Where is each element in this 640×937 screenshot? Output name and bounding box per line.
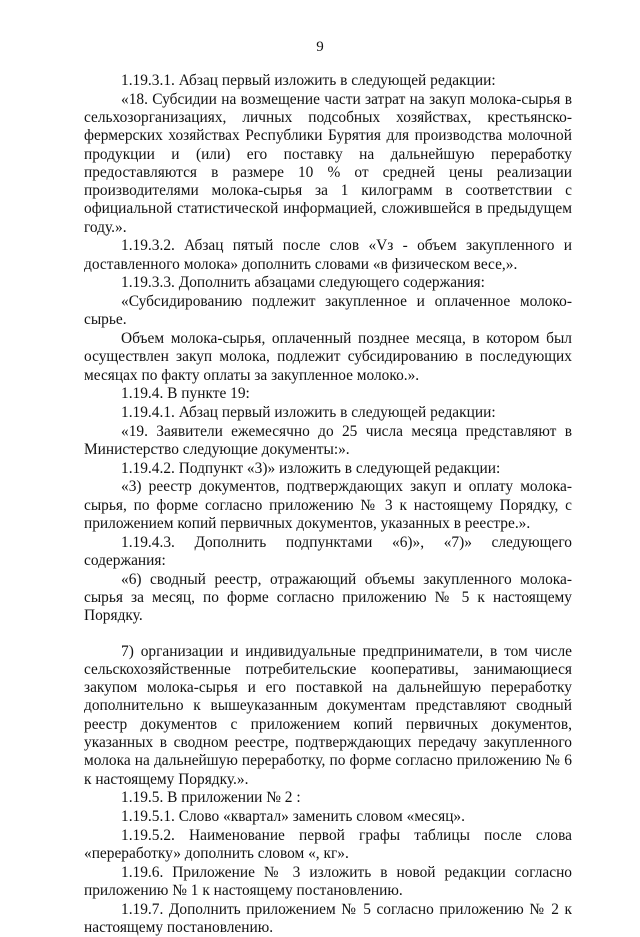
paragraph: «Субсидированию подлежит закупленное и оплаченное молоко-сырье. [84,293,572,329]
paragraph: «6) сводный реестр, отражающий объемы закупленного молока-сырья за месяц, по форме согласно приложению № 5 к настоящему Порядку. [84,570,572,625]
paragraph: 1.19.5. В приложении № 2 : [121,789,301,807]
paragraph: 1.19.3.2. Абзац пятый после слов «Vз - объем закупленного и доставленного молока» дополнить словами «в физическом весе,». [84,237,572,273]
paragraph-gap [84,626,572,643]
paragraph: 1.19.7. Дополнить приложением № 5 согласно приложению № 2 к настоящему постановлению. [84,900,572,936]
paragraph: «3) реестр документов, подтверждающих закуп и оплату молока-сырья, по форме согласно приложению № 3 к настоящему Порядку, с приложением копий первичных документов, указанных в реестре.». [84,478,572,533]
paragraph: 1.19.4.1. Абзац первый изложить в следующей редакции: [121,404,496,422]
document-body [84,72,572,937]
paragraph: 7) организации и индивидуальные предприниматели, в том числе сельскохозяйственные потребительские кооперативы, занимающиеся закупом молока-сырья и его поставкой на дальнейшую переработку дополнительно к вышеуказанным документам представляют сводный реестр документов с приложением копий первичных документов, указанных в сводном реестре, подтверждающих передачу закупленного молока на дальнейшую переработку, по форме согласно приложению № 6 к настоящему Порядку.». [84,642,572,788]
paragraph: 1.19.3.1. Абзац первый изложить в следующей редакции: [121,72,496,89]
paragraph: «18. Субсидии на возмещение части затрат на закуп молока-сырья в сельхозорганизациях, личных подсобных хозяйствах, крестьянско-фермерских хозяйствах Республики Бурятия для производства молочной продукции и (или) его поставку на дальнейшую переработку предоставляются в размере 10 % от средней цены реализации производителями молока-сырья за 1 килограмм в соответствии с официальной статистической информацией, сложившейся в предыдущем году.». [84,90,572,236]
page-number: 9 [316,39,324,55]
paragraph: 1.19.4.3. Дополнить подпунктами «6)», «7)» следующего содержания: [84,533,572,570]
paragraph: 1.19.5.1. Слово «квартал» заменить словом «месяц». [121,808,465,826]
paragraph: 1.19.5.2. Наименование первой графы таблицы после слова «переработку» дополнить словом «, кг». [84,826,572,863]
paragraph: Объем молока-сырья, оплаченный позднее месяца, в котором был осуществлен закуп молока, подлежит субсидированию в последующих месяцах по факту оплаты за закупленное молоко.». [84,330,572,384]
paragraph: «19. Заявители ежемесячно до 25 числа месяца представляют в Министерство следующие документы:». [84,422,572,459]
paragraph: 1.19.6. Приложение № 3 изложить в новой редакции согласно приложению № 1 к настоящему постановлению. [84,863,572,900]
paragraph: 1.19.4. В пункте 19: [121,385,250,403]
paragraph: 1.19.3.3. Дополнить абзацами следующего содержания: [121,274,485,292]
paragraph: 1.19.4.2. Подпункт «3)» изложить в следующей редакции: [121,459,501,477]
